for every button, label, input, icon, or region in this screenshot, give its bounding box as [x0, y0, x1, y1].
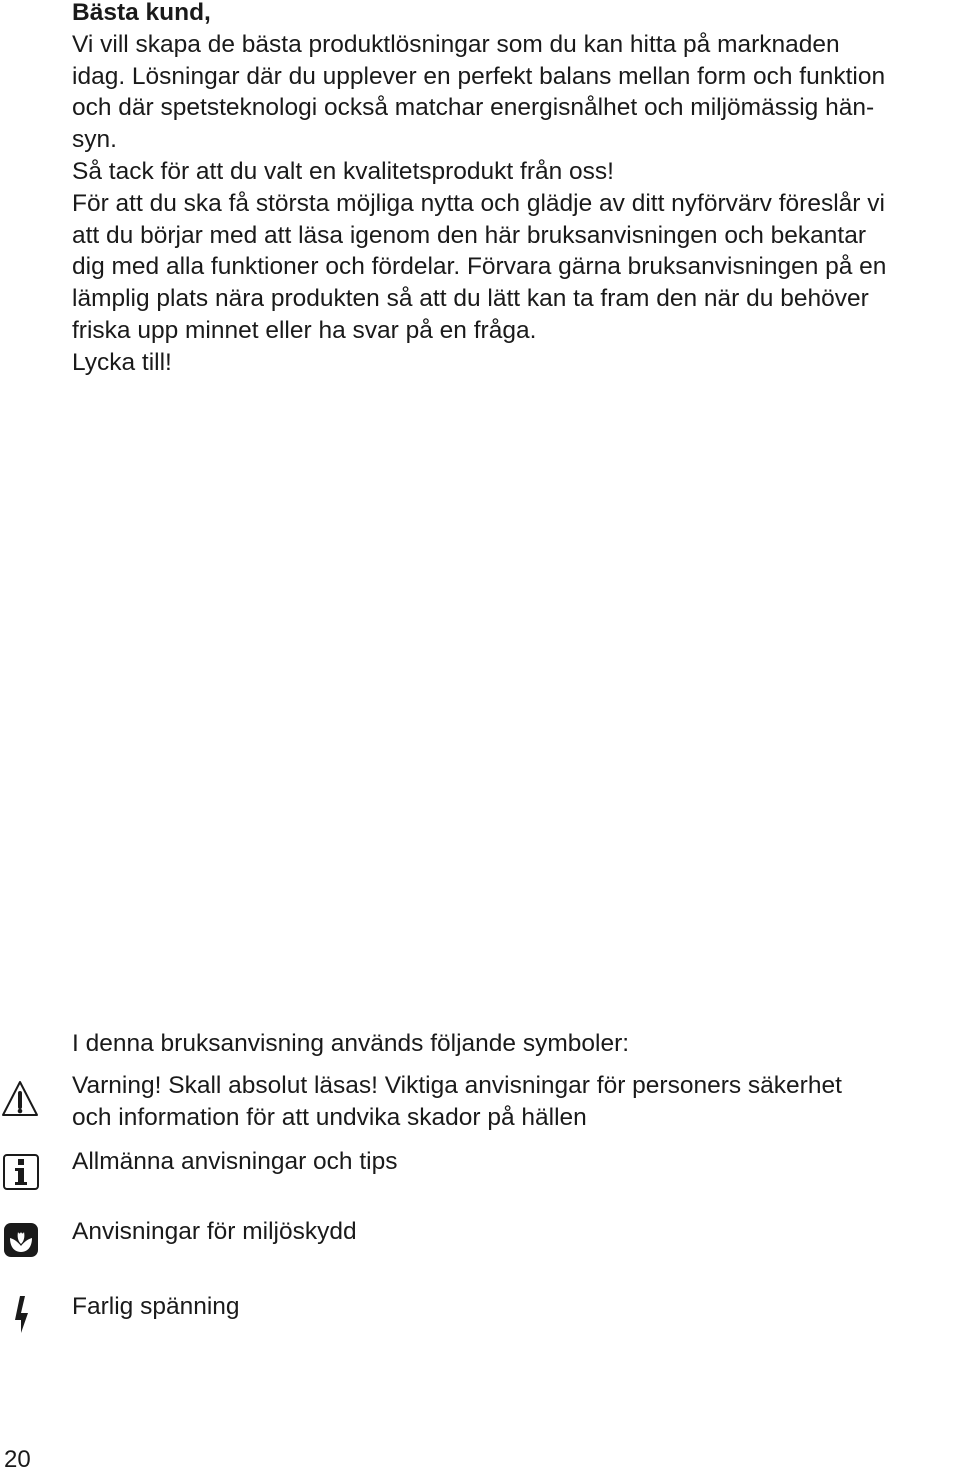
environment-text: Anvisningar för miljöskydd [72, 1218, 357, 1245]
greeting-line: lämplig plats nära produkten så att du lätt kan ta fram den när du behöver [72, 285, 869, 313]
greeting-line: Vi vill skapa de bästa produktlösningar som du kan hitta på marknaden [72, 30, 840, 58]
greeting-line: idag. Lösningar där du upplever en perfekt balans mellan form och funktion [72, 62, 886, 90]
page-number: 20 [4, 1446, 31, 1473]
greeting-line: dig med alla funktioner och fördelar. Förvara gärna bruksanvisningen på en [72, 253, 887, 281]
info-text: Allmänna anvisningar och tips [72, 1148, 398, 1175]
greeting-section [72, 0, 886, 379]
greeting-line: att du börjar med att läsa igenom den här bruksanvisningen och bekantar [72, 221, 867, 249]
warning-text-line: Varning! Skall absolut läsas! Viktiga anvisningar för personers säkerhet [72, 1072, 842, 1099]
greeting-line: Lycka till! [72, 348, 172, 376]
environment-icon [0, 1219, 40, 1263]
greeting-line: och där spetsteknologi också matchar energisnålhet och miljömässig hän- [72, 94, 875, 122]
greeting-line: friska upp minnet eller ha svar på en fråga. [72, 316, 537, 344]
lightning-bolt-icon [0, 1293, 40, 1337]
greeting-line: syn. [72, 126, 117, 154]
greeting-heading: Bästa kund, [72, 0, 211, 26]
greeting-line: Så tack för att du valt en kvalitetsprodukt från oss! [72, 157, 614, 185]
info-icon [0, 1150, 40, 1194]
greeting-line: För att du ska få största möjliga nytta och glädje av ditt nyförvärv föreslår vi [72, 189, 885, 217]
symbols-intro: I denna bruksanvisning används följande symboler: [72, 1030, 630, 1057]
warning-text-line: och information för att undvika skador på hällen [72, 1104, 587, 1131]
warning-triangle-icon [0, 1078, 40, 1122]
voltage-text: Farlig spänning [72, 1293, 240, 1320]
warning-text [72, 1070, 842, 1134]
